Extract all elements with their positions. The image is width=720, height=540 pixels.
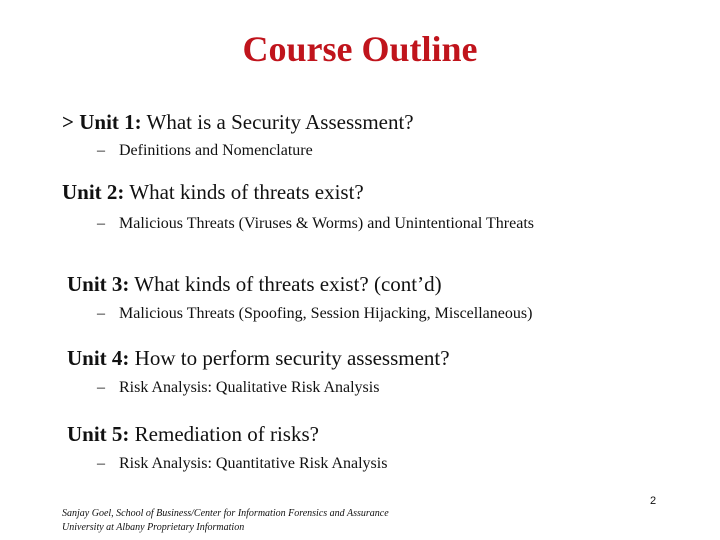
unit-3-text: What kinds of threats exist? (cont’d) [129,272,442,296]
unit-1-subitem [97,142,313,160]
unit-3-label: Unit 3: [67,272,130,296]
unit-2-sub-text: Malicious Threats (Viruses & Worms) and Unintentional Threats [119,215,535,232]
unit-2-label: Unit 2: [62,180,125,204]
unit-5-subitem [97,455,387,473]
unit-4-text: How to perform security assessment? [129,346,450,370]
footer-line-2: University at Albany Proprietary Information [62,522,245,533]
unit-5-text: Remediation of risks? [129,422,319,446]
unit-1-text: What is a Security Assessment? [141,110,414,134]
unit-1-prefix: > [62,110,80,134]
footer-credit [62,507,389,535]
unit-4-dash: – [97,379,105,396]
slide-title: Course Outline [242,29,478,69]
page-number: 2 [650,495,657,507]
unit-5-sub-text: Risk Analysis: Quantitative Risk Analysis [119,455,388,472]
unit-5-heading [67,422,319,447]
footer-line-1: Sanjay Goel, School of Business/Center for Information Forensics and Assurance [62,508,389,519]
unit-2-text: What kinds of threats exist? [124,180,364,204]
unit-3-dash: – [97,305,105,322]
unit-1-label: Unit 1: [79,110,142,134]
unit-3-sub-text: Malicious Threats (Spoofing, Session Hijacking, Miscellaneous) [119,305,533,322]
unit-1-dash: – [97,142,105,159]
unit-1-sub-text: Definitions and Nomenclature [119,142,313,159]
unit-5-dash: – [97,455,105,472]
unit-3-subitem [97,305,532,323]
unit-2-heading [62,180,364,205]
unit-1-heading [62,110,414,135]
unit-4-subitem [97,379,379,397]
unit-3-heading [67,272,442,297]
unit-4-sub-text: Risk Analysis: Qualitative Risk Analysis [119,379,380,396]
unit-4-heading [67,346,450,371]
unit-5-label: Unit 5: [67,422,130,446]
unit-2-subitem [97,215,534,233]
unit-4-label: Unit 4: [67,346,130,370]
unit-2-dash: – [97,215,105,232]
